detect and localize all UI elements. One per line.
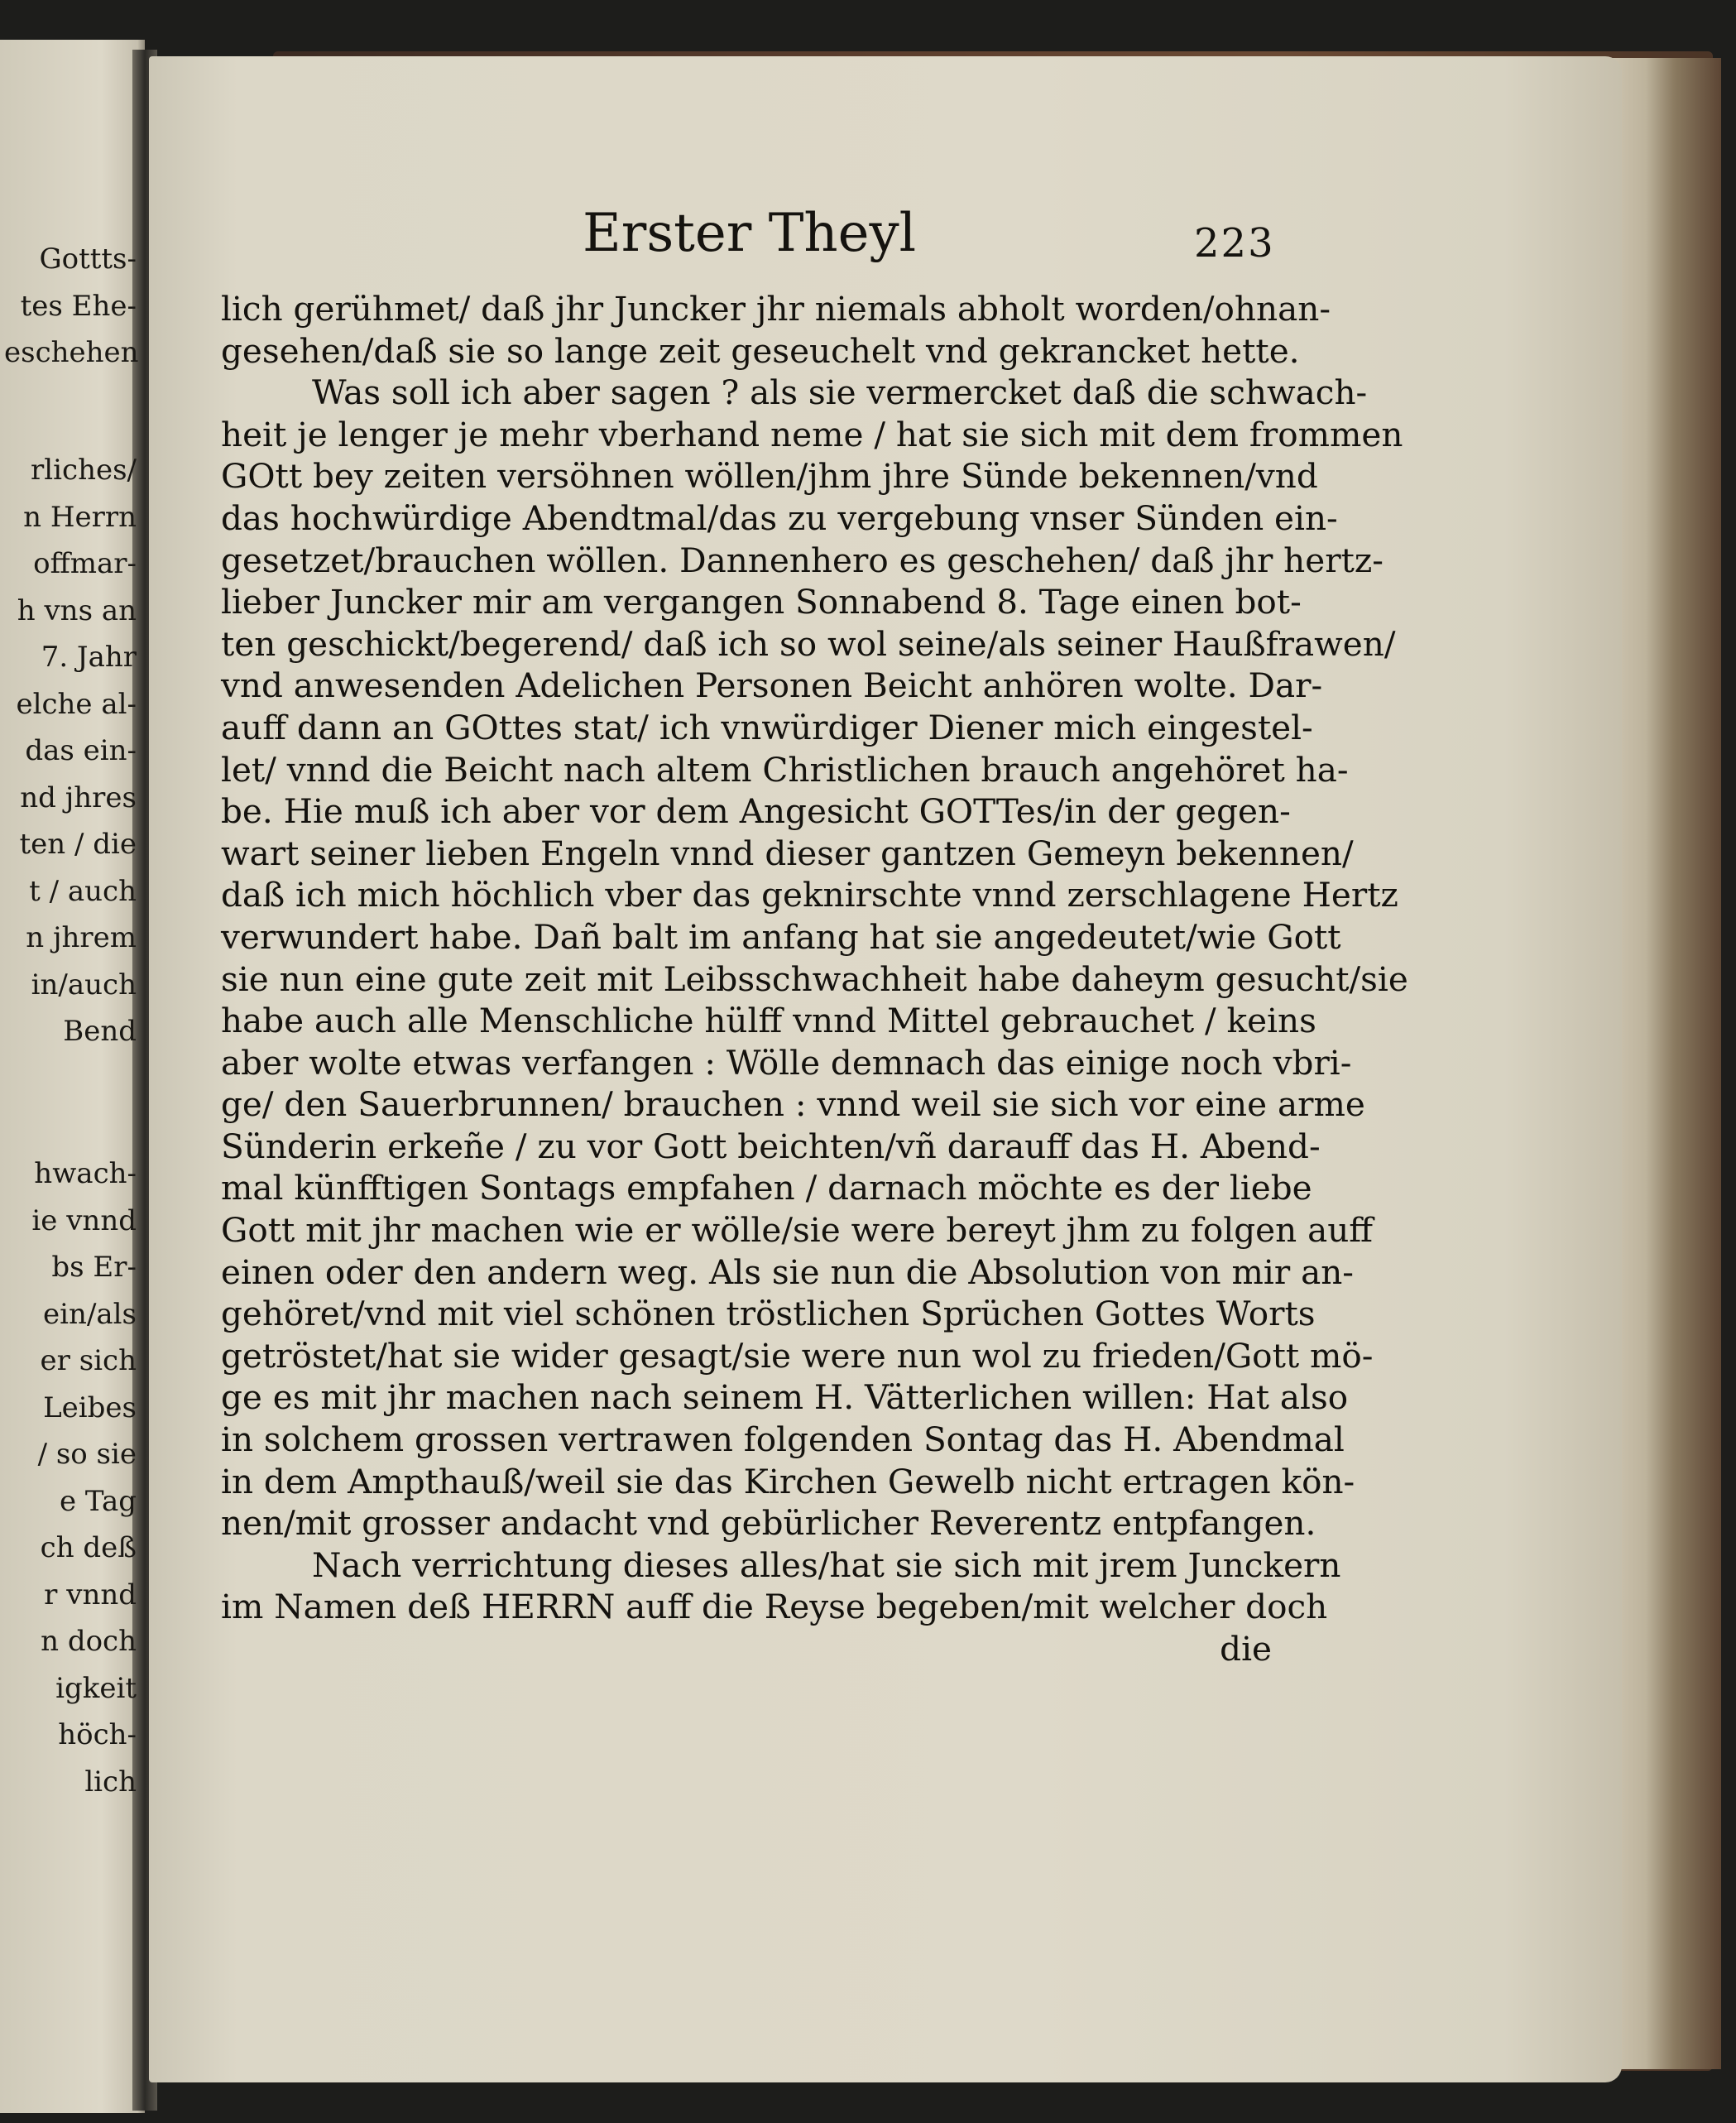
left-fragment: Leibes	[43, 1391, 137, 1424]
left-fragment: ch deß	[40, 1531, 137, 1564]
left-fragment: eschehen	[4, 336, 139, 369]
left-page-fragments	[4, 236, 137, 377]
left-page-fragments	[4, 1150, 137, 1805]
text-line: sie nun eine gute zeit mit Leibsschwachheit habe daheym gesucht/sie	[221, 958, 1408, 999]
text-line: lich gerühmet/ daß jhr Juncker jhr niemals abholt worden/ohnan-	[221, 289, 1331, 329]
left-fragment: h vns an	[17, 593, 137, 627]
text-line: heit je lenger je mehr vberhand neme / hat sie sich mit dem frommen	[221, 414, 1403, 454]
text-line: vnd anwesenden Adelichen Personen Beicht anhören wolte. Dar-	[221, 665, 1323, 706]
left-fragment: in/auch	[31, 968, 137, 1001]
text-line: im Namen deß HERRN auff die Reyse begeben/mit welcher doch	[221, 1587, 1328, 1627]
left-fragment: tes Ehe-	[20, 289, 137, 323]
left-fragment: das ein-	[25, 734, 137, 767]
text-line: gehöret/vnd mit viel schönen tröstlichen Sprüchen Gottes Worts	[221, 1294, 1316, 1334]
text-line: in solchem grossen vertrawen folgenden Sontag das H. Abendmal	[221, 1419, 1345, 1460]
text-line: daß ich mich höchlich vber das geknirschte vnnd zerschlagene Hertz	[221, 875, 1398, 915]
text-line: das hochwürdige Abendtmal/das zu vergebung vnser Sünden ein-	[221, 497, 1338, 538]
left-fragment: t / auch	[29, 874, 137, 908]
text-line: aber wolte etwas verfangen : Wölle demnach das einige noch vbri-	[221, 1042, 1352, 1083]
left-fragment: igkeit	[55, 1671, 137, 1705]
left-fragment: n doch	[41, 1625, 137, 1658]
text-line: getröstet/hat sie wider gesagt/sie were nun wol zu frieden/Gott mö-	[221, 1335, 1374, 1376]
left-fragment: offmar-	[33, 547, 137, 580]
left-fragment: nd jhres	[20, 781, 137, 814]
text-line: be. Hie muß ich aber vor dem Angesicht GOTTes/in der gegen-	[221, 791, 1291, 832]
left-fragment: / so sie	[37, 1438, 137, 1471]
text-line: Gott mit jhr machen wie er wölle/sie were bereyt jhm zu folgen auff	[221, 1210, 1374, 1251]
text-line: ten geschickt/begerend/ daß ich so wol seine/als seiner Haußfrawen/	[221, 623, 1396, 664]
left-fragment: bs Er-	[51, 1251, 137, 1284]
text-line: gesetzet/brauchen wöllen. Dannenhero es geschehen/ daß jhr hertz-	[221, 540, 1384, 580]
left-fragment: n Herrn	[23, 500, 137, 534]
text-line: Nach verrichtung dieses alles/hat sie sich mit jrem Junckern	[312, 1544, 1341, 1585]
left-fragment: ie vnnd	[31, 1203, 137, 1237]
left-fragment: lich	[84, 1765, 137, 1799]
left-fragment: 7. Jahr	[41, 641, 137, 674]
text-line: verwundert habe. Dañ balt im anfang hat sie angedeutet/wie Gott	[221, 916, 1341, 957]
text-line: einen oder den andern weg. Als sie nun die Absolution von mir an-	[221, 1251, 1354, 1292]
catchword: die	[1220, 1629, 1272, 1669]
left-fragment: hwach-	[34, 1157, 137, 1190]
left-fragment: ten / die	[19, 828, 137, 861]
text-line: ge es mit jhr machen nach seinem H. Vätterlichen willen: Hat also	[221, 1377, 1349, 1418]
text-line: in dem Ampthauß/weil sie das Kirchen Gewelb nicht ertragen kön-	[221, 1461, 1355, 1501]
text-line: Sünderin erkeñe / zu vor Gott beichten/vñ darauff das H. Abend-	[221, 1126, 1321, 1166]
text-line: nen/mit grosser andacht vnd gebürlicher Reverentz entpfangen.	[221, 1503, 1316, 1544]
text-line: auff dann an GOttes stat/ ich vnwürdiger Diener mich eingestel-	[221, 707, 1313, 747]
left-page-fragments	[4, 447, 137, 1055]
text-line: mal künfftigen Sontags empfahen / darnach möchte es der liebe	[221, 1168, 1312, 1208]
text-line: ge/ den Sauerbrunnen/ brauchen : vnnd weil sie sich vor eine arme	[221, 1084, 1365, 1125]
running-title: Erster Theyl	[583, 203, 917, 264]
left-fragment: Gottts-	[39, 243, 137, 276]
left-fragment: Bend	[63, 1015, 137, 1048]
left-fragment: e Tag	[59, 1484, 137, 1518]
left-fragment: rliches/	[31, 454, 137, 487]
page-edges-right	[1605, 58, 1721, 2069]
left-fragment: ein/als	[43, 1297, 137, 1331]
left-fragment: er sich	[40, 1344, 137, 1377]
text-line: Was soll ich aber sagen ? als sie vermercket daß die schwach-	[312, 372, 1368, 413]
left-fragment: n jhrem	[26, 921, 137, 954]
page-number: 223	[1194, 220, 1275, 267]
text-line: let/ vnnd die Beicht nach altem Christlichen brauch angehöret ha-	[221, 749, 1349, 790]
left-fragment: elche al-	[16, 687, 137, 721]
left-fragment: r vnnd	[44, 1578, 137, 1611]
left-fragment: höch-	[58, 1718, 137, 1751]
text-line: wart seiner lieben Engeln vnnd dieser gantzen Gemeyn bekennen/	[221, 833, 1354, 873]
text-line: GOtt bey zeiten versöhnen wöllen/jhm jhre Sünde bekennen/vnd	[221, 456, 1318, 497]
text-line: habe auch alle Menschliche hülff vnnd Mittel gebrauchet / keins	[221, 1001, 1316, 1041]
body-text	[221, 288, 1408, 1670]
text-line: gesehen/daß sie so lange zeit geseuchelt vnd gekrancket hette.	[221, 330, 1300, 371]
text-line: lieber Juncker mir am vergangen Sonnabend 8. Tage einen bot-	[221, 582, 1302, 622]
